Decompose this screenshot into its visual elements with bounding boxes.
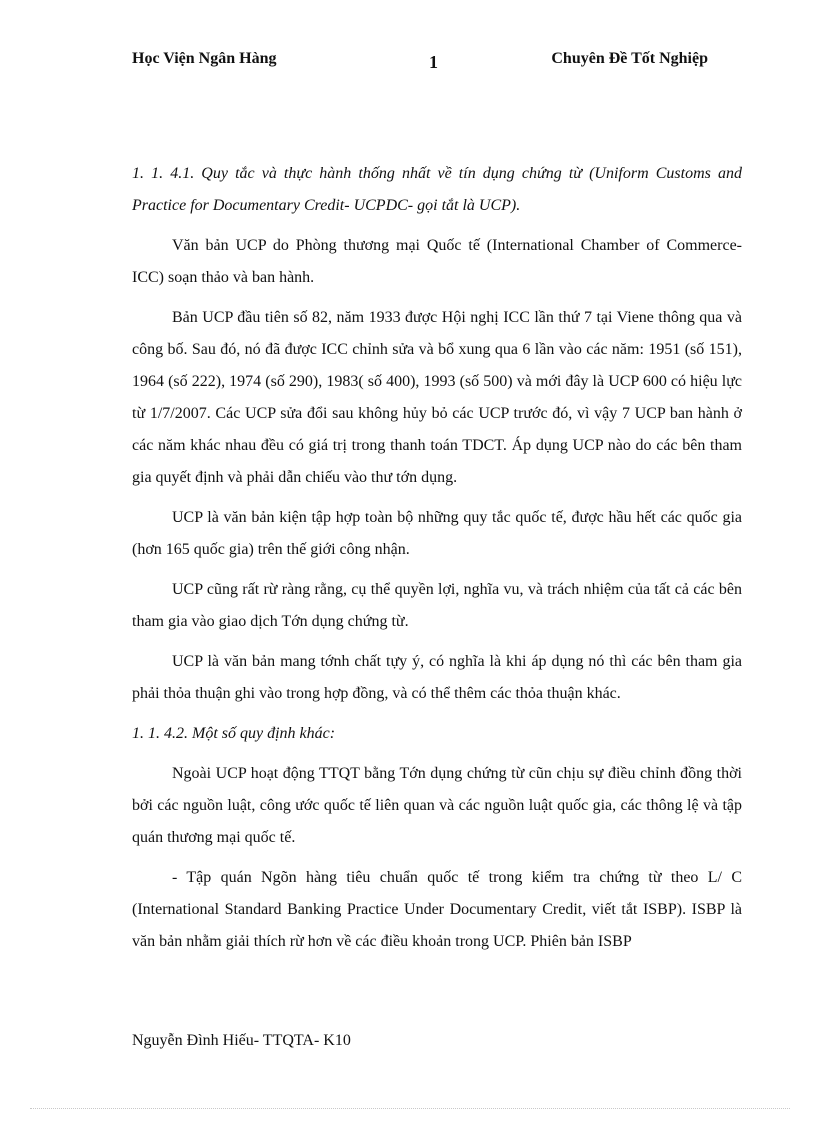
- page-footer: [132, 1032, 351, 1050]
- document-body: [132, 158, 742, 966]
- paragraph: Ngoài UCP hoạt động TTQT bằng Tớn dụng chứng từ cũn chịu sự điều chỉnh đồng thời bởi các nguồn luật, công ước quốc tế liên quan và các nguồn luật quốc gia, các thông lệ và tập quán thương mại quốc tế.: [132, 765, 742, 846]
- section-heading-1-1-4-1: 1. 1. 4.1. Quy tắc và thực hành thống nhất về tín dụng chứng từ (Uniform Customs and Practice for Documentary Credit- UCPDC- gọi tắt là UCP).: [132, 165, 742, 214]
- page-bottom-divider: [30, 1108, 790, 1109]
- paragraph: - Tập quán Ngõn hàng tiêu chuẩn quốc tế trong kiểm tra chứng từ theo L/ C (International Standard Banking Practice Under Documentary Credit, viết tắt ISBP). ISBP là văn bản nhằm giải thích rừ hơn về các điều khoản trong UCP. Phiên bản ISBP: [132, 869, 742, 950]
- paragraph: UCP cũng rất rừ ràng rằng, cụ thể quyền lợi, nghĩa vu, và trách nhiệm của tất cả các bên tham gia vào giao dịch Tớn dụng chứng từ.: [132, 581, 742, 630]
- paragraph: Văn bản UCP do Phòng thương mại Quốc tế (International Chamber of Commerce- ICC) soạn thảo và ban hành.: [132, 237, 742, 286]
- paragraph: Bản UCP đầu tiên số 82, năm 1933 được Hội nghị ICC lần thứ 7 tại Viene thông qua và công bố. Sau đó, nó đã được ICC chỉnh sửa và bổ xung qua 6 lần vào các năm: 1951 (số 151), 1964 (số 222), 1974 (số 290), 1983( số 400), 1993 (số 500) và mới đây là UCP 600 có hiệu lực từ 1/7/2007. Các UCP sửa đổi sau không hủy bỏ các UCP trước đó, vì vậy 7 UCP ban hành ở các năm khác nhau đều có giá trị trong thanh toán TDCT. Áp dụng UCP nào do các bên tham gia quyết định và phải dẫn chiếu vào thư tớn dụng.: [132, 309, 742, 486]
- header-institution: Học Viện Ngân Hàng: [132, 50, 277, 67]
- page-number: 1: [429, 52, 438, 72]
- section-heading-1-1-4-2: 1. 1. 4.2. Một số quy định khác:: [132, 725, 336, 742]
- paragraph: UCP là văn bản mang tớnh chất tựy ý, có nghĩa là khi áp dụng nó thì các bên tham gia phải thỏa thuận ghi vào trong hợp đồng, và có thể thêm các thỏa thuận khác.: [132, 653, 742, 702]
- paragraph: UCP là văn bản kiện tập hợp toàn bộ những quy tắc quốc tế, được hầu hết các quốc gia (hơn 165 quốc gia) trên thế giới công nhận.: [132, 509, 742, 558]
- footer-author: Nguyễn Đình Hiếu- TTQTA- K10: [132, 1032, 351, 1049]
- header-document-type: Chuyên Đề Tốt Nghiệp: [551, 50, 708, 67]
- page-header: [132, 50, 708, 78]
